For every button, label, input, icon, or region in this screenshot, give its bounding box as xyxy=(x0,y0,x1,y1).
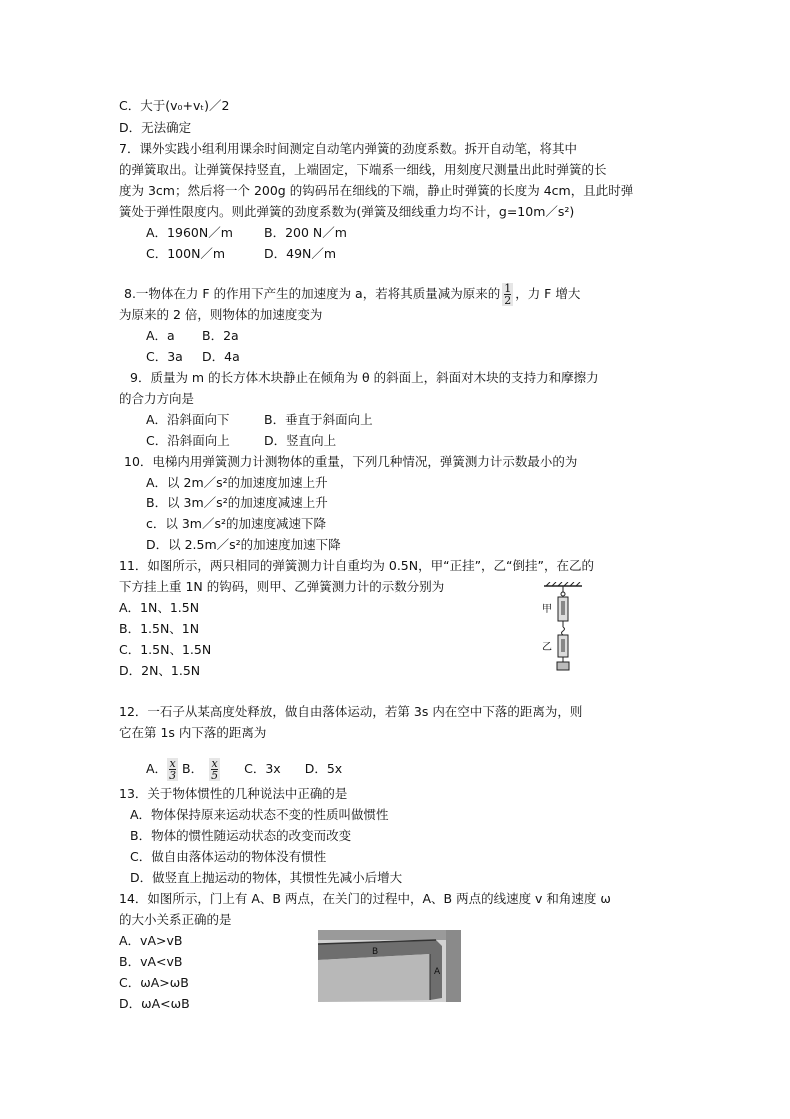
q14-option-a: A．vA>vB xyxy=(119,933,183,948)
door-shadow xyxy=(318,954,430,1002)
q11-option-b: B．1.5N、1N xyxy=(119,621,200,636)
door-frame-top xyxy=(318,930,461,940)
q9-stem-line1: 9．质量为 m 的长方体木块静止在倾角为 θ 的斜面上，斜面对木块的支持力和摩擦力 xyxy=(130,370,599,385)
q6-option-d: D．无法确定 xyxy=(119,120,192,135)
q10-option-b: B．以 3m／s²的加速度减速上升 xyxy=(146,495,328,510)
q13-option-b: B．物体的惯性随运动状态的改变而改变 xyxy=(130,828,352,843)
q12-option-a-label: A． xyxy=(146,761,168,776)
fraction-numerator: 1 xyxy=(504,282,512,295)
q11-option-c: C．1.5N、1.5N xyxy=(119,642,212,657)
door-frame-side xyxy=(446,930,461,1002)
scale-yi-spring xyxy=(561,639,565,652)
q12-stem-line1: 12．一石子从某高度处释放，做自由落体运动，若第 3s 内在空中下落的距离为，则 xyxy=(119,704,583,719)
x-over-3-fraction xyxy=(167,758,178,781)
q13-stem-line1: 13．关于物体惯性的几种说法中正确的是 xyxy=(119,786,348,801)
ring-top xyxy=(561,592,565,596)
q6-option-c: C．大于(v₀+vₜ)／2 xyxy=(119,98,230,113)
label-b: B xyxy=(372,947,379,957)
q8-stem-line1-start: 8.一物体在力 F 的作用下产生的加速度为 a，若将其质量减为原来的 xyxy=(124,286,501,301)
q7-stem-line3: 度为 3cm；然后将一个 200g 的钩码吊在细线的下端，静止时弹簧的长度为 4cm，且此时弹 xyxy=(119,183,634,198)
q12-option-b-label: B． xyxy=(182,761,204,776)
q11-stem-line1: 11．如图所示，两只相同的弹簧测力计自重均为 0.5N，甲“正挂”，乙“倒挂”，在乙的 xyxy=(119,558,595,573)
q9-option-d: D．竖直向上 xyxy=(264,433,337,448)
q8-stem-line1 xyxy=(124,283,580,306)
q9-stem-line2: 的合力方向是 xyxy=(119,391,195,406)
q9-option-a: A．沿斜面向下 xyxy=(146,412,230,427)
q10-option-c: c．以 3m／s²的加速度减速下降 xyxy=(146,516,326,531)
q14-option-b: B．vA<vB xyxy=(119,954,183,969)
q9-option-c: C．沿斜面向上 xyxy=(146,433,230,448)
q10-option-d: D．以 2.5m／s²的加速度加速下降 xyxy=(146,537,341,552)
q14-option-d: D．ωA<ωB xyxy=(119,996,190,1011)
label-jia: 甲 xyxy=(542,604,552,615)
q7-stem-line4: 簧处于弹性限度内。则此弹簧的劲度系数为(弹簧及细线重力均不计，g=10m／s²) xyxy=(119,204,575,219)
q7-option-d: D．49N／m xyxy=(264,246,337,261)
q8-stem-line2: 为原来的 2 倍，则物体的加速度变为 xyxy=(119,307,323,322)
q7-stem-line2: 的弹簧取出。让弹簧保持竖直，上端固定，下端系一细线，用刻度尺测量出此时弹簧的长 xyxy=(119,162,607,177)
q7-stem-line1: 7．课外实践小组利用课余时间测定自动笔内弹簧的劲度系数。拆开自动笔，将其中 xyxy=(119,141,577,156)
q12-option-c: C．3x xyxy=(244,761,281,776)
fraction-denominator: 2 xyxy=(504,294,512,307)
q13-option-d: D．做竖直上抛运动的物体，其惯性先减小后增大 xyxy=(130,870,403,885)
fraction-numerator: x xyxy=(211,757,218,770)
label-a: A xyxy=(434,967,441,977)
label-yi: 乙 xyxy=(542,642,552,653)
q13-option-a: A．物体保持原来运动状态不变的性质叫做惯性 xyxy=(130,807,389,822)
q12-options-row xyxy=(146,758,342,781)
fraction-numerator: x xyxy=(169,757,176,770)
door-figure xyxy=(318,930,461,1002)
q11-stem-line2: 下方挂上重 1N 的钩码，则甲、乙弹簧测力计的示数分别为 xyxy=(119,579,445,594)
q12-stem-line2: 它在第 1s 内下落的距离为 xyxy=(119,725,267,740)
q11-option-d: D．2N、1.5N xyxy=(119,663,201,678)
q14-stem-line1: 14．如图所示，门上有 A、B 两点，在关门的过程中，A、B 两点的线速度 v 和角速度 ω xyxy=(119,891,611,906)
hook-link xyxy=(562,627,565,635)
fraction-denominator: 5 xyxy=(211,769,219,782)
q11-option-a: A．1N、1.5N xyxy=(119,600,200,615)
spring-scales-figure xyxy=(530,582,590,674)
q12-option-d: D．5x xyxy=(304,761,343,776)
q8-option-a: A．a xyxy=(146,328,175,343)
scale-jia-spring xyxy=(561,601,565,615)
fraction-denominator: 3 xyxy=(169,769,177,782)
q9-option-b: B．垂直于斜面向上 xyxy=(264,412,373,427)
q7-option-c: C．100N／m xyxy=(146,246,226,261)
q14-stem-line2: 的大小关系正确的是 xyxy=(119,912,232,927)
q8-option-d: D．4a xyxy=(202,349,240,364)
q10-stem-line1: 10．电梯内用弹簧测力计测物体的重量，下列几种情况，弹簧测力计示数最小的为 xyxy=(124,454,578,469)
x-over-5-fraction xyxy=(209,758,220,781)
q8-option-b: B．2a xyxy=(202,328,239,343)
q10-option-a: A．以 2m／s²的加速度加速上升 xyxy=(146,475,328,490)
half-fraction xyxy=(502,283,513,306)
hook-weight xyxy=(557,662,569,670)
q13-option-c: C．做自由落体运动的物体没有惯性 xyxy=(130,849,327,864)
q7-option-b: B．200 N／m xyxy=(264,225,347,240)
q14-option-c: C．ωA>ωB xyxy=(119,975,189,990)
q8-option-c: C．3a xyxy=(146,349,183,364)
q8-stem-line1-end: ，力 F 增大 xyxy=(515,286,581,301)
q7-option-a: A．1960N／m xyxy=(146,225,233,240)
